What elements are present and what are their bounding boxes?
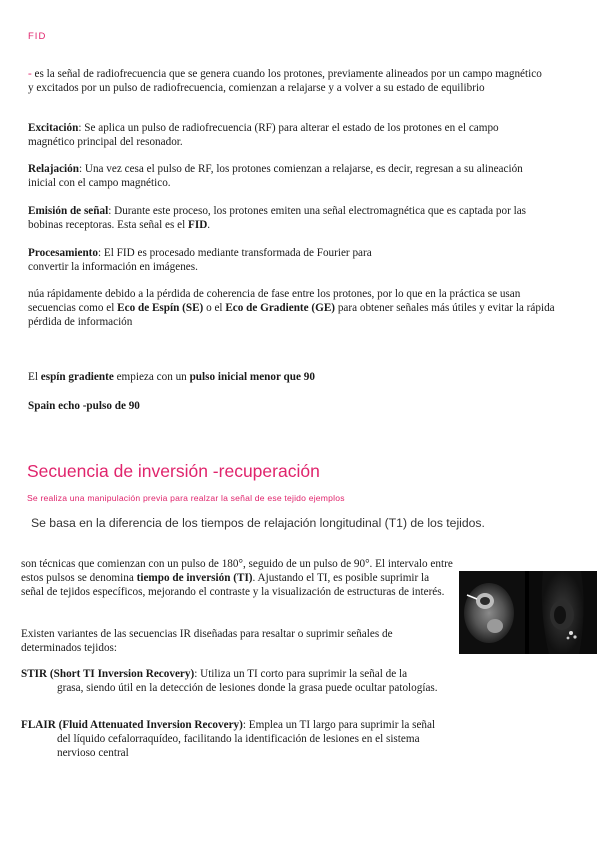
stir-term: STIR (Short TI Inversion Recovery) (21, 668, 195, 680)
gradient-prefix: El (28, 371, 41, 383)
gradient-term2: pulso inicial menor que 90 (189, 371, 315, 383)
flair-line2: del líquido cefalorraquídeo, facilitando la identificación de lesiones en el sistema (57, 733, 420, 745)
decay-text1: núa rápidamente debido a la pérdida de coherencia de fase entre los protones, por lo que en la práctica se usan secuencias como el (28, 288, 521, 314)
relajacion-paragraph (28, 162, 533, 190)
procesamiento-line1-text: : El FID es procesado mediante transformada de Fourier para (98, 247, 372, 259)
flair-line3: nervioso central (57, 747, 129, 759)
decay-text2: o el (203, 302, 226, 314)
gradient-mid: empieza con un (113, 371, 190, 383)
inversion-time-term: tiempo de inversión (TI) (136, 572, 253, 584)
stir-line1 (21, 667, 481, 681)
emision-fid: FID (188, 219, 208, 231)
spin-echo-note (28, 399, 140, 413)
fid-definition (28, 67, 548, 95)
variants-intro: Existen variantes de las secuencias IR diseñadas para resaltar o suprimir señales de determinados tejidos: (21, 628, 393, 654)
spin-echo-text: Spain echo -pulso de 90 (28, 400, 140, 412)
ir-text2: . Ajustando el TI, es posible suprimir la señal de tejidos específicos, mejorando el contraste y la visualización de estructuras de interés. (21, 572, 445, 598)
section-subheading: Se realiza una manipulación previa para realzar la señal de ese tejido ejemplos (27, 493, 345, 503)
mri-images (459, 571, 597, 654)
procesamiento-line1 (28, 246, 568, 260)
gradient-echo-term: Eco de Gradiente (GE) (225, 302, 336, 314)
relajacion-term: Relajación (28, 163, 79, 175)
stir-line1-text: : Utiliza un TI corto para suprimir la señal de la (194, 668, 408, 680)
section-heading: Secuencia de inversión -recuperación (27, 461, 320, 481)
stir-line2: grasa, siendo útil en la detección de lesiones donde la grasa puede ocultar patologías. (57, 682, 438, 694)
intro-text: es la señal de radiofrecuencia que se genera cuando los protones, previamente alineados por un campo magnético y excitados por un pulso de radiofrecuencia, comienzan a relajarse y a volver a su estado de equilibrio (28, 68, 542, 94)
emision-term: Emisión de señal (28, 205, 109, 217)
gradient-note (28, 370, 315, 384)
ir-paragraph (21, 557, 453, 599)
procesamiento-line2: convertir la información en imágenes. (28, 261, 198, 273)
flair-line1 (21, 718, 491, 732)
flair-item (21, 718, 491, 760)
gradient-term1: espín gradiente (40, 371, 114, 383)
decay-text3: para obtener señales más útiles y evitar la rápida pérdida de información (28, 302, 555, 328)
flair-line1-text: : Emplea un TI largo para suprimir la señal (242, 719, 436, 731)
spin-echo-term: Eco de Espín (SE) (117, 302, 204, 314)
emision-end: . (207, 219, 211, 231)
ir-text1: son técnicas que comienzan con un pulso de 180°, seguido de un pulso de 90°. El intervalo entre estos pulsos se denomina (21, 558, 453, 584)
relajacion-text: : Una vez cesa el pulso de RF, los protones comienzan a relajarse, es decir, regresan a su alineación inicial con el campo magnético. (28, 163, 523, 189)
section-lead: Se basa en la diferencia de los tiempos de relajación longitudinal (T1) de los tejidos. (31, 516, 485, 530)
excitacion-paragraph (28, 121, 548, 149)
excitacion-text: : Se aplica un pulso de radiofrecuencia (RF) para alterar el estado de los protones en el campo magnético principal del resonador. (28, 122, 499, 148)
emision-paragraph (28, 204, 563, 232)
procesamiento-term: Procesamiento (28, 247, 99, 259)
stir-item (21, 667, 481, 695)
decay-paragraph (28, 287, 563, 329)
flair-term: FLAIR (Fluid Attenuated Inversion Recovery) (21, 719, 243, 731)
mri-scan-image (459, 571, 597, 654)
intro-dash: - (28, 68, 32, 80)
procesamiento-paragraph (28, 246, 568, 274)
excitacion-term: Excitación (28, 122, 79, 134)
fid-label: FID (28, 31, 47, 42)
emision-text: : Durante este proceso, los protones emiten una señal electromagnética que es captada por las bobinas receptoras. Esta señal es el (28, 205, 527, 231)
